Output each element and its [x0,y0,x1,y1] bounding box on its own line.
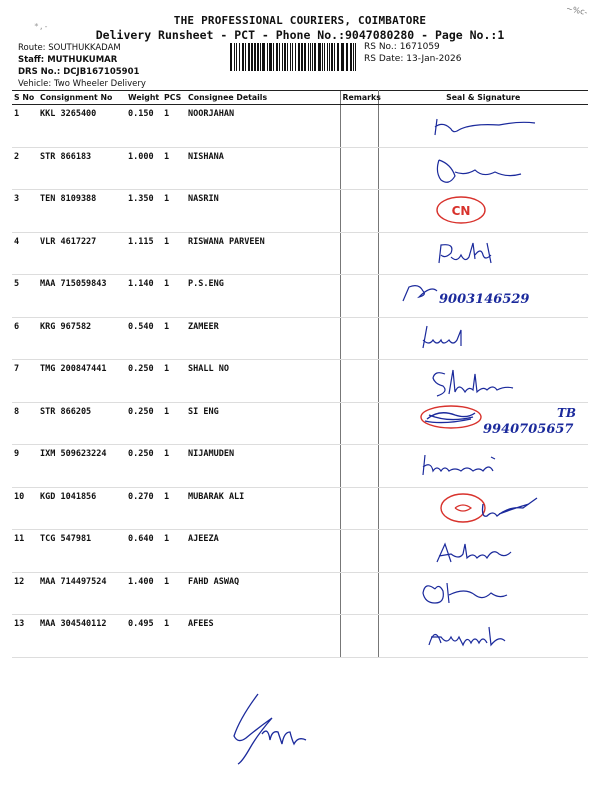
row-signature [378,402,588,445]
stamp-text: CN [451,204,470,218]
staff-label: Staff: [18,55,45,65]
row-signature [378,275,588,318]
barcode-bar [331,43,333,71]
row-weight: 0.250 [126,445,162,488]
barcode-bar [260,43,261,71]
row-weight: 0.150 [126,105,162,148]
signature-stamp [379,190,589,232]
row-consignment: TEN 8109388 [38,190,126,233]
table-row [12,275,588,318]
col-sno: S No [12,91,38,105]
barcode-bar [322,43,323,71]
row-pcs: 1 [162,530,186,573]
barcode-bar [341,43,344,71]
row-signature [378,572,588,615]
signature-image [379,530,589,572]
row-consignee: FAHD ASWAQ [186,572,340,615]
row-weight: 0.250 [126,360,162,403]
signature-image [379,615,589,657]
row-sno: 2 [12,147,38,190]
row-sno: 12 [12,572,38,615]
row-weight: 0.495 [126,615,162,658]
row-weight: 1.400 [126,572,162,615]
row-remarks [340,530,378,573]
row-weight: 1.140 [126,275,162,318]
row-consignee: NIJAMUDEN [186,445,340,488]
row-consignee: NASRIN [186,190,340,233]
rs-no-value: 1671059 [399,42,440,52]
table-row [12,487,588,530]
handwritten-initials: TB [556,405,576,420]
row-pcs: 1 [162,572,186,615]
signature-image [379,105,589,147]
row-consignee: RISWANA PARVEEN [186,232,340,275]
row-consignment: MAA 714497524 [38,572,126,615]
row-remarks [340,147,378,190]
barcode-bar [355,43,356,71]
row-remarks [340,360,378,403]
row-consignment: TCG 547981 [38,530,126,573]
table-row [12,445,588,488]
barcode-bar [248,43,250,71]
barcode-bar [267,43,268,71]
row-signature [378,232,588,275]
barcode-bar [236,43,237,71]
barcode-bar [318,43,321,71]
signature-image [379,573,589,615]
barcode-bar [304,43,306,71]
row-consignee: AJEEZA [186,530,340,573]
row-consignee: SHALL NO [186,360,340,403]
barcode-bar [292,43,293,71]
runsheet-table [12,90,588,658]
route-line [18,43,121,54]
row-remarks [340,487,378,530]
row-sno: 8 [12,402,38,445]
row-consignee: NISHANA [186,147,340,190]
row-consignment: MAA 304540112 [38,615,126,658]
row-consignment: KGD 1041856 [38,487,126,530]
row-sno: 11 [12,530,38,573]
barcode-bar [314,43,316,71]
barcode-bar [312,43,313,71]
barcode-bar [337,43,339,71]
staff-line [18,55,117,66]
signature-image [379,275,589,317]
row-pcs: 1 [162,105,186,148]
row-signature [378,360,588,403]
barcode-bar [346,43,348,71]
row-sno: 3 [12,190,38,233]
barcode-bar [242,43,244,71]
col-weight: Weight [126,91,162,105]
row-remarks [340,572,378,615]
row-weight: 1.115 [126,232,162,275]
runsheet-subtitle: Delivery Runsheet - PCT - Phone No.:9047080280 - Page No.:1 [95,28,505,42]
vehicle-value: Two Wheeler Delivery [53,79,146,89]
row-sno: 7 [12,360,38,403]
barcode-bar [290,43,291,71]
table-row [12,190,588,233]
barcode-bar [257,43,259,71]
barcode-bar [287,43,288,71]
row-pcs: 1 [162,147,186,190]
row-pcs: 1 [162,275,186,318]
row-pcs: 1 [162,487,186,530]
signature-image [379,360,589,402]
vehicle-line [18,79,146,90]
col-consignment: Consignment No [38,91,126,105]
row-sno: 10 [12,487,38,530]
signature-image [379,148,589,190]
row-weight: 0.250 [126,402,162,445]
table-row [12,317,588,360]
barcode-bar [279,43,280,71]
corner-scribble: ~%c- [565,3,589,18]
barcode-bar [298,43,300,71]
vehicle-label: Vehicle: [18,79,52,89]
row-remarks [340,275,378,318]
row-pcs: 1 [162,360,186,403]
row-weight: 0.270 [126,487,162,530]
row-consignee: AFEES [186,615,340,658]
barcode-bar [273,43,274,71]
row-weight: 0.540 [126,317,162,360]
staff-value: MUTHUKUMAR [47,55,118,65]
row-consignee: MUBARAK ALI [186,487,340,530]
row-sno: 13 [12,615,38,658]
row-remarks [340,190,378,233]
row-remarks [340,615,378,658]
row-consignment: TMG 200847441 [38,360,126,403]
row-weight: 0.640 [126,530,162,573]
row-consignee: SI ENG [186,402,340,445]
company-title: THE PROFESSIONAL COURIERS, COIMBATORE [173,14,427,27]
row-sno: 1 [12,105,38,148]
row-consignment: KRG 967582 [38,317,126,360]
row-sno: 4 [12,232,38,275]
row-signature [378,105,588,148]
drs-label: DRS No.: [18,67,61,77]
row-signature [378,615,588,658]
row-sno: 5 [12,275,38,318]
row-sno: 6 [12,317,38,360]
row-consignment: STR 866205 [38,402,126,445]
row-consignee: ZAMEER [186,317,340,360]
row-remarks [340,317,378,360]
barcode-bar [269,43,272,71]
route-value: SOUTHUKKADAM [48,43,121,53]
table-row [12,147,588,190]
table-row [12,402,588,445]
table-row [12,530,588,573]
col-consignee: Consignee Details [186,91,340,105]
row-remarks [340,402,378,445]
row-consignee: P.S.ENG [186,275,340,318]
barcode [230,43,358,71]
barcode-bar [310,43,311,71]
row-signature [378,317,588,360]
handwritten-phone: 9003146529 [438,292,529,307]
signature-image [379,318,589,360]
row-pcs: 1 [162,445,186,488]
row-consignee: NOORJAHAN [186,105,340,148]
barcode-bar [295,43,296,71]
row-pcs: 1 [162,402,186,445]
barcode-bar [324,43,325,71]
barcode-bar [254,43,256,71]
table-row [12,360,588,403]
signature-stamp [379,403,589,445]
table-header-row [12,91,588,105]
row-pcs: 1 [162,317,186,360]
col-signature: Seal & Signature [378,91,588,105]
signature-image [379,445,589,487]
row-remarks [340,445,378,488]
row-sno: 9 [12,445,38,488]
rs-no-label: RS No.: [364,42,397,52]
barcode-bar [284,43,286,71]
col-remarks: Remarks [340,91,378,105]
row-consignment: VLR 4617227 [38,232,126,275]
barcode-bar [350,43,352,71]
barcode-bar [329,43,330,71]
row-signature [378,530,588,573]
row-consignment: KKL 3265400 [38,105,126,148]
row-signature [378,487,588,530]
row-pcs: 1 [162,190,186,233]
table-row [12,105,588,148]
barcode-bar [251,43,253,71]
rs-date-value: 13-Jan-2026 [406,54,462,64]
barcode-bar [234,43,235,71]
rs-date-label: RS Date: [364,54,404,64]
row-consignment: MAA 715059843 [38,275,126,318]
barcode-bar [282,43,283,71]
top-left-mark: *,- [34,22,49,31]
col-pcs: PCS [162,91,186,105]
route-label: Route: [18,43,46,53]
row-weight: 1.350 [126,190,162,233]
row-pcs: 1 [162,232,186,275]
barcode-bar [308,43,309,71]
staff-signature [228,688,318,768]
drs-value: DCJB167105901 [63,67,140,77]
row-signature [378,190,588,233]
barcode-bar [334,43,335,71]
rs-date-line [364,53,461,65]
row-consignment: IXM 509623224 [38,445,126,488]
barcode-bar [230,43,232,71]
signature-stamp [379,488,589,530]
handwritten-phone: 9940705657 [482,421,573,437]
table-row [12,232,588,275]
row-consignment: STR 866183 [38,147,126,190]
table-row [12,615,588,658]
row-remarks [340,105,378,148]
row-pcs: 1 [162,615,186,658]
rs-no-line [364,41,461,53]
barcode-bar [276,43,278,71]
rs-info [364,41,461,65]
row-remarks [340,232,378,275]
row-signature [378,445,588,488]
drs-line [18,67,139,78]
barcode-bar [239,43,240,71]
barcode-bar [353,43,354,71]
barcode-bar [262,43,265,71]
barcode-bar [301,43,303,71]
barcode-bar [327,43,328,71]
row-signature [378,147,588,190]
barcode-bar [245,43,246,71]
row-weight: 1.000 [126,147,162,190]
table-row [12,572,588,615]
signature-image [379,233,589,275]
